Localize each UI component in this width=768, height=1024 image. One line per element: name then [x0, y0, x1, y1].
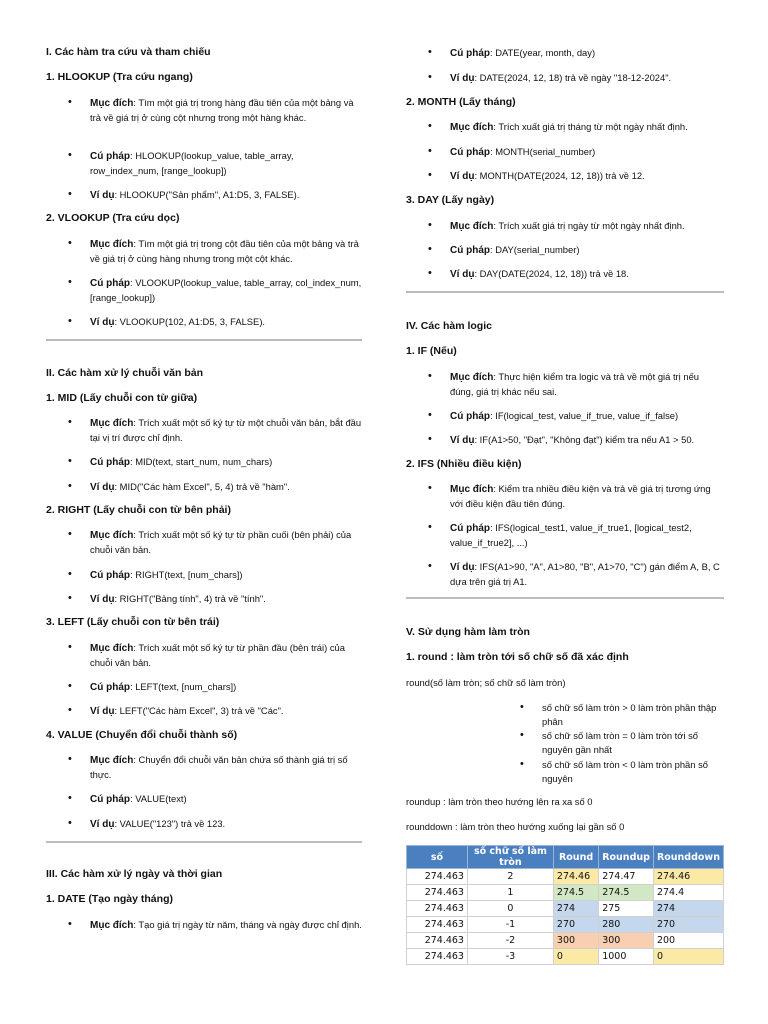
list-item: • Cú pháp: VLOOKUP(lookup_value, table_array, col_index_num, [range_lookup]) — [90, 276, 362, 305]
month-heading: 2. MONTH (Lấy tháng) — [406, 96, 516, 108]
table-cell: 274.463 — [407, 901, 468, 917]
table-cell: 274.47 — [599, 869, 654, 885]
table-cell: 270 — [653, 917, 723, 933]
table-cell: 0 — [467, 901, 553, 917]
list-item: • Mục đích: Trích xuất một số ký tự từ phần đầu (bên trái) của chuỗi văn bản. — [90, 641, 362, 670]
table-cell: 270 — [553, 917, 598, 933]
list-item: • Ví dụ: VLOOKUP(102, A1:D5, 3, FALSE). — [90, 315, 362, 330]
bullet-label: Cú pháp — [450, 411, 490, 422]
list-item: • Mục đích: Tìm một giá trị trong cột đầu tiên của một bảng và trả về giá trị ở cùng hàng nhưng trong một cột khác. — [90, 237, 362, 266]
table-row — [407, 869, 724, 885]
list-item: • Ví dụ: DATE(2024, 12, 18) trả về ngày "18-12-2024". — [450, 71, 724, 86]
bullet-label: Mục đích — [90, 530, 134, 541]
list-item: • Ví dụ: DAY(DATE(2024, 12, 18)) trả về 18. — [450, 267, 724, 282]
bullet-label: Ví dụ — [90, 317, 115, 328]
table-cell: 200 — [653, 933, 723, 949]
value-heading: 4. VALUE (Chuyển đổi chuỗi thành số) — [46, 729, 238, 741]
list-item: • Cú pháp: MID(text, start_num, num_chars) — [90, 455, 362, 470]
list-item: • Mục đích: Tìm một giá trị trong hàng đầu tiên của một bảng và trả về giá trị ở cùng cột nhưng trong một hàng khác. — [90, 96, 362, 125]
table-cell: 1 — [467, 885, 553, 901]
table-cell: 274.463 — [407, 869, 468, 885]
bullet-label: Cú pháp — [450, 48, 490, 59]
list-item: • Mục đích: Trích xuất giá trị tháng từ một ngày nhất định. — [450, 120, 724, 135]
bullet-label: Cú pháp — [450, 245, 490, 256]
list-item: • Cú pháp: IFS(logical_test1, value_if_true1, [logical_test2, value_if_true2], ...) — [450, 521, 724, 550]
if-heading: 1. IF (Nếu) — [406, 345, 457, 357]
list-item: • Cú pháp: DAY(serial_number) — [450, 243, 724, 258]
table-cell: 0 — [553, 949, 598, 965]
bullet-label: Cú pháp — [90, 457, 130, 468]
list-item: • Ví dụ: MONTH(DATE(2024, 12, 18)) trả về 12. — [450, 169, 724, 184]
list-item: • Ví dụ: IF(A1>50, "Đạt", "Không đạt") kiểm tra nếu A1 > 50. — [450, 433, 724, 448]
table-cell: 274 — [653, 901, 723, 917]
bullet-label: Cú pháp — [90, 682, 130, 693]
bullet-label: Mục đích — [450, 122, 494, 133]
table-cell: 275 — [599, 901, 654, 917]
rounding-table — [406, 845, 724, 965]
rounddown-note: rounddown : làm tròn theo hướng xuống lại gần số 0 — [406, 821, 625, 832]
bullet-label: Cú pháp — [450, 147, 490, 158]
bullet-label: Mục đích — [450, 372, 494, 383]
table-cell: -2 — [467, 933, 553, 949]
list-item: • Ví dụ: RIGHT("Bảng tính", 4) trả về "tính". — [90, 592, 362, 607]
bullet-label: Cú pháp — [90, 794, 130, 805]
table-row — [407, 949, 724, 965]
table-cell: 300 — [553, 933, 598, 949]
bullet-label: Ví dụ — [90, 819, 115, 830]
list-item: • Cú pháp: VALUE(text) — [90, 792, 362, 807]
bullet-label: Mục đích — [90, 920, 134, 931]
list-item: • Cú pháp: MONTH(serial_number) — [450, 145, 724, 160]
table-header-row — [407, 846, 724, 869]
table-cell: 274.46 — [653, 869, 723, 885]
list-item: • Mục đích: Tạo giá trị ngày từ năm, tháng và ngày được chỉ định. — [90, 918, 362, 933]
col-header: Round — [553, 846, 598, 869]
bullet-label: Ví dụ — [90, 594, 115, 605]
col-header: số chữ số làm tròn — [467, 846, 553, 869]
list-item: • Mục đích: Kiểm tra nhiều điều kiện và trả về giá trị tương ứng với điều kiện đầu tiên đúng. — [450, 482, 724, 511]
table-cell: 280 — [599, 917, 654, 933]
col-header: Roundup — [599, 846, 654, 869]
bullet-label: Mục đích — [90, 643, 134, 654]
bullet-label: Ví dụ — [450, 73, 475, 84]
table-row — [407, 885, 724, 901]
list-item: • Cú pháp: HLOOKUP(lookup_value, table_array, row_index_num, [range_lookup]) — [90, 149, 362, 178]
list-item: • số chữ số làm tròn < 0 làm tròn phần số nguyên — [542, 758, 728, 786]
bullet-label: Cú pháp — [450, 523, 490, 534]
table-row — [407, 917, 724, 933]
table-cell: 274.463 — [407, 933, 468, 949]
bullet-label: Cú pháp — [90, 570, 130, 581]
right-heading: 2. RIGHT (Lấy chuỗi con từ bên phải) — [46, 504, 231, 516]
bullet-label: Mục đích — [90, 418, 134, 429]
table-cell: 274 — [553, 901, 598, 917]
list-item: • Mục đích: Trích xuất một số ký tự từ phần cuối (bên phải) của chuỗi văn bản. — [90, 528, 362, 557]
list-item: • Ví dụ: HLOOKUP("Sản phẩm", A1:D5, 3, FALSE). — [90, 188, 362, 203]
bullet-label: Ví dụ — [90, 190, 115, 201]
list-item: • Mục đích: Thực hiện kiểm tra logic và trả về một giá trị nếu đúng, giá trị khác nếu sai. — [450, 370, 724, 399]
col-header: số — [407, 846, 468, 869]
left-fn-heading: 3. LEFT (Lấy chuỗi con từ bên trái) — [46, 616, 220, 628]
table-cell: -1 — [467, 917, 553, 933]
col-header: Rounddown — [653, 846, 723, 869]
roundup-note: roundup : làm tròn theo hướng lên ra xa số 0 — [406, 796, 593, 807]
section-heading: IV. Các hàm logic — [406, 320, 492, 332]
section-heading: V. Sử dụng hàm làm tròn — [406, 626, 530, 638]
list-item: • số chữ số làm tròn > 0 làm tròn phần thập phân — [542, 701, 728, 729]
bullet-label: Cú pháp — [90, 151, 130, 162]
date-heading: 1. DATE (Tạo ngày tháng) — [46, 893, 173, 905]
section-heading: I. Các hàm tra cứu và tham chiếu — [46, 46, 211, 58]
list-item: • số chữ số làm tròn = 0 làm tròn tới số nguyên gần nhất — [542, 729, 728, 757]
table-cell: 274.4 — [653, 885, 723, 901]
divider — [406, 291, 724, 293]
bullet-label: Ví dụ — [450, 435, 475, 446]
divider — [406, 597, 724, 599]
list-item: • Cú pháp: RIGHT(text, [num_chars]) — [90, 568, 362, 583]
table-row — [407, 901, 724, 917]
bullet-label: Ví dụ — [450, 171, 475, 182]
hlookup-heading: 1. HLOOKUP (Tra cứu ngang) — [46, 71, 193, 83]
bullet-label: Mục đích — [90, 239, 134, 250]
table-cell: 274.5 — [599, 885, 654, 901]
table-cell: 274.463 — [407, 885, 468, 901]
bullet-label: Cú pháp — [90, 278, 130, 289]
table-cell: 274.46 — [553, 869, 598, 885]
divider — [46, 339, 362, 341]
section-heading: II. Các hàm xử lý chuỗi văn bản — [46, 367, 203, 379]
list-item: • Cú pháp: LEFT(text, [num_chars]) — [90, 680, 362, 695]
mid-heading: 1. MID (Lấy chuỗi con từ giữa) — [46, 392, 198, 404]
list-item: • Ví dụ: LEFT("Các hàm Excel", 3) trả về "Các". — [90, 704, 362, 719]
list-item: • Mục đích: Chuyển đổi chuỗi văn bản chứa số thành giá trị số thực. — [90, 753, 362, 782]
bullet-label: Ví dụ — [450, 562, 475, 573]
list-item: • Cú pháp: DATE(year, month, day) — [450, 46, 724, 61]
divider — [46, 841, 362, 843]
list-item: • Ví dụ: MID("Các hàm Excel", 5, 4) trả về "hàm". — [90, 480, 362, 495]
table-row — [407, 933, 724, 949]
bullet-label: Mục đích — [90, 98, 134, 109]
list-item: • Mục đích: Trích xuất giá trị ngày từ một ngày nhất định. — [450, 219, 724, 234]
list-item: • Mục đích: Trích xuất một số ký tự từ một chuỗi văn bản, bắt đầu tại vị trí được chỉ định. — [90, 416, 362, 445]
table-cell: 300 — [599, 933, 654, 949]
table-cell: 2 — [467, 869, 553, 885]
bullet-label: Ví dụ — [450, 269, 475, 280]
vlookup-heading: 2. VLOOKUP (Tra cứu dọc) — [46, 212, 180, 224]
list-item: • Cú pháp: IF(logical_test, value_if_true, value_if_false) — [450, 409, 724, 424]
bullet-label: Mục đích — [450, 221, 494, 232]
round-syntax: round(số làm tròn; số chữ số làm tròn) — [406, 677, 566, 688]
table-cell: 274.463 — [407, 917, 468, 933]
table-cell: 274.5 — [553, 885, 598, 901]
bullet-label: Ví dụ — [90, 482, 115, 493]
table-cell: -3 — [467, 949, 553, 965]
round-heading: 1. round : làm tròn tới số chữ số đã xác định — [406, 651, 629, 663]
bullet-label: Ví dụ — [90, 706, 115, 717]
table-cell: 1000 — [599, 949, 654, 965]
table-cell: 274.463 — [407, 949, 468, 965]
day-heading: 3. DAY (Lấy ngày) — [406, 194, 495, 206]
list-item: • Ví dụ: VALUE("123") trả về 123. — [90, 817, 362, 832]
bullet-label: Mục đích — [90, 755, 134, 766]
bullet-label: Mục đích — [450, 484, 494, 495]
table-cell: 0 — [653, 949, 723, 965]
list-item: • Ví dụ: IFS(A1>90, "A", A1>80, "B", A1>70, "C") gán điểm A, B, C dựa trên giá trị A1. — [450, 560, 724, 589]
ifs-heading: 2. IFS (Nhiều điều kiện) — [406, 458, 522, 470]
section-heading: III. Các hàm xử lý ngày và thời gian — [46, 868, 223, 880]
